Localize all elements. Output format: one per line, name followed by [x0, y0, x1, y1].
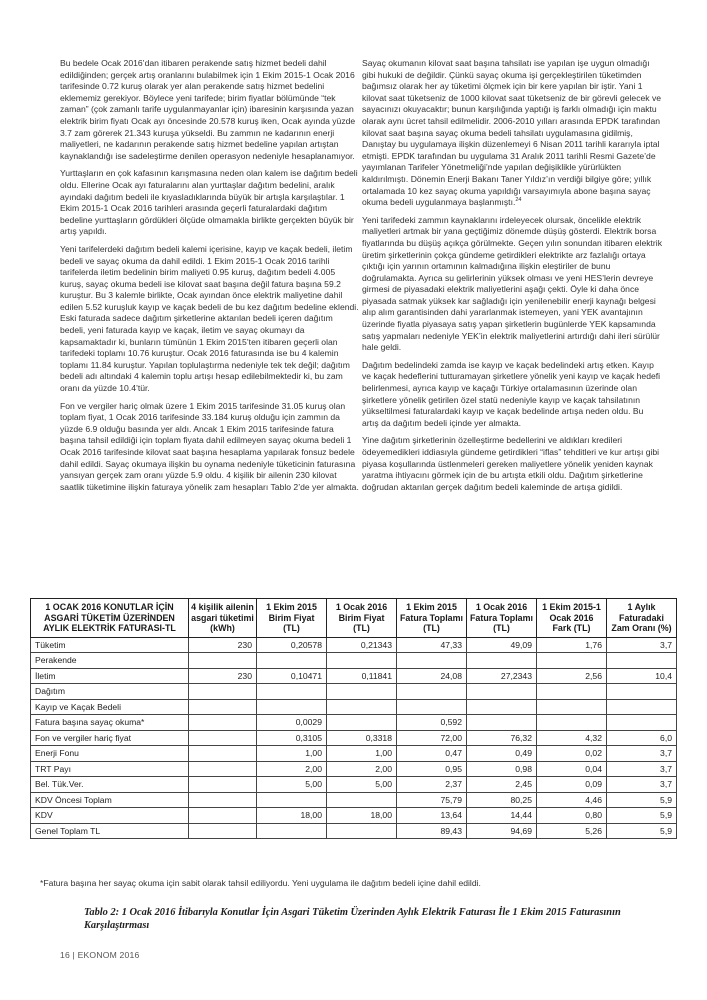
value-cell: 14,44 [467, 808, 537, 824]
table-row [31, 637, 677, 653]
value-cell: 3,7 [607, 777, 677, 793]
value-cell [607, 653, 677, 669]
paragraph: Fon ve vergiler hariç olmak üzere 1 Ekim 2015 tarifesinde 31.05 kuruş olan toplam fiyat, 1 Ocak 2016 tarifesinde 33.184 kuruş olduğu için zammın da yüzde 6.9 olduğu basında yer aldı. Ancak 1 Ekim 2015 tarifesinde fatura başına tahsil edildiği için toplam fiyata dahil edilmeyen sayaç okuma bedeli 1 Ocak 2016 tarifesinde kilovat saat başına hesaplama yapılarak fonsuz bedele dahil edildi. Sayaç okumaya ilişkin bu oynama nedeniyle tüketicinin faturasına yansıyan gerçek zam oranı yüzde 5.9 oldu. 4 kişilik bir ailenin 230 kilovat saatlik tüketimine ilişkin faturaya yönelik zam hesapları Tablo 2’de yer almakta. [60, 400, 359, 492]
value-cell: 80,25 [467, 792, 537, 808]
value-cell [467, 684, 537, 700]
value-cell [257, 684, 327, 700]
value-cell [189, 792, 257, 808]
table-footnote: *Fatura başına her sayaç okuma için sabit olarak tahsil ediliyordu. Yeni uygulama ile dağıtım bedeli içine dahil edildi. [40, 878, 481, 888]
table-title-header: 1 OCAK 2016 KONUTLAR İÇİN ASGARİ TÜKETİM ÜZERİNDEN AYLIK ELEKTRİK FATURASI-TL [31, 599, 189, 638]
paragraph: Yine dağıtım şirketlerinin özelleştirme bedellerini ve aldıkları kredileri ödeyemedikleri iddiasıyla gündeme getirdikleri “iflas” tehditleri ve kur artışı gibi piyasa koşullarında üstlenmeleri gereken maliyetlere yönelik yeniden kaynak yaratma ihtiyacını görmek için de bu artışta etkili oldu. Dağıtım şirketlerine doğrudan aktarılan gerçek dağıtım bedeli kaleminde de artışa gidildi. [362, 435, 660, 492]
value-cell: 4,32 [537, 730, 607, 746]
value-cell: 27,2343 [467, 668, 537, 684]
paragraph: Yeni tarifedeki zammın kaynaklarını irdeleyecek olursak, öncelikle elektrik maliyetleri artmak bir yana geçtiğimiz dönemde düşüş gösterdi. Elektrik borsa fiyatlarında bu düşüş açıkça görülmekte. Geçen yılın sonundan itibaren elektrik üretim şirketlerinin çokça gündeme getirdikleri elektrikte arz fazlalığı ortaya çıktığı için yarının ortamının kalmadığına ilişkin eleştiriler de bunu doğrulamakta. Ayrıca su gelirlerinin yüksek olması ve yeni HES’lerin devreye girmesi de piyasadaki elektrik maliyetlerini aşağı çekti. Öyle ki daha önce piyasada satmak yüksek kar sağladığı için yenilenebilir enerji kaynağı belgesi alıp alım garantisinden dahi yararlanmak istemeyen, yani YEK avantajının üzerinde fiyatla piyasaya satış yapan şirketlerin bugünlerde YEK kapsamında satış yapmaları nedeniyle YEK’in elektrik maliyetlerini artırdığı dahi ileri sürülür hale geldi. [362, 214, 662, 353]
value-cell: 0,592 [397, 715, 467, 731]
table-row [31, 746, 677, 762]
paragraph: Dağıtım bedelindeki zamda ise kayıp ve kaçak bedelindeki artış etken. Kayıp ve kaçak hedeflerini tutturamayan şirketlere yönelik yeni kayıp ve kaçak hedefi belirlenmesi, ayrıca kayıp ve kaçağı Türkiye ortalamasının üzerinde olan şirketlere yönelik getirilen özel statü nedeniyle kayıp ve kaçak tahsilatının yükseltilmesi faturalardaki kayıp ve kaçak bedelinde artışa neden oldu. Bu artış da dağıtım bedeli içinde yer almakta. [362, 359, 661, 428]
value-cell: 5,26 [537, 823, 607, 839]
value-cell [257, 823, 327, 839]
row-label-cell: Genel Toplam TL [31, 823, 189, 839]
value-cell: 2,56 [537, 668, 607, 684]
column-header: 1 Ocak 2016 Birim Fiyat (TL) [327, 599, 397, 638]
table-row [31, 699, 677, 715]
table-row [31, 730, 677, 746]
value-cell [467, 715, 537, 731]
value-cell [397, 684, 467, 700]
value-cell: 0,11841 [327, 668, 397, 684]
value-cell [189, 746, 257, 762]
value-cell: 0,47 [397, 746, 467, 762]
value-cell [607, 715, 677, 731]
table-header-row [31, 599, 677, 638]
value-cell: 5,00 [257, 777, 327, 793]
value-cell: 0,49 [467, 746, 537, 762]
value-cell: 89,43 [397, 823, 467, 839]
value-cell: 0,04 [537, 761, 607, 777]
row-label-cell: Kayıp ve Kaçak Bedeli [31, 699, 189, 715]
table-row [31, 792, 677, 808]
value-cell [189, 715, 257, 731]
value-cell: 5,9 [607, 792, 677, 808]
value-cell [467, 653, 537, 669]
row-label-cell: Dağıtım [31, 684, 189, 700]
paragraph-text: Sayaç okumanın kilovat saat başına tahsilatı ise yapılan işe uygun olmadığı gibi hukuki de değildir. Çünkü sayaç okuma işi gerçekleştirilen tüketimden bağımsız olarak her ay tüketimi ölçmek için bir kere yapılan bir iştir. Yani 1 kilovat saat tüketseniz de 1000 kilovat saat tüketseniz de bir görevli gelecek ve sayacınızı okuyacaktır; bunun karşılığında yaptığı iş farklı olmadığı için maktu olarak aynı ücret tahsil edilmelidir. 2006-2010 yılları arasında EPDK tarafından kilovat saat başına sayaç okuma bedeli tahsilatı uygulamasına gidilmiş, Danıştay bu uygulamaya ilişkin düzenlemeyi 6 Nisan 2011 tarihli kararıyla iptal etmişti. EPDK tarafından bu uygulama 31 Aralık 2011 tarihli Resmi Gazete’de yayımlanan Tarifeler Yönetmeliği’nde yapılan değişiklikle yürürlükten kaldırılmıştı. Dönemin Enerji Bakanı Taner Yıldız’ın verdiği bilgiye göre; yıllık ortalamada 10 kez sayaç okuma yapıldığı varsayımıyla abone başına sayaç okuma bedeli uygulanmaya başlanmıştı. [362, 58, 662, 208]
table-row [31, 761, 677, 777]
value-cell: 5,9 [607, 808, 677, 824]
value-cell: 1,00 [257, 746, 327, 762]
value-cell [189, 777, 257, 793]
row-label-cell: Bel. Tük.Ver. [31, 777, 189, 793]
value-cell: 18,00 [327, 808, 397, 824]
value-cell: 5,00 [327, 777, 397, 793]
value-cell: 13,64 [397, 808, 467, 824]
value-cell [327, 715, 397, 731]
value-cell: 2,45 [467, 777, 537, 793]
value-cell: 0,0029 [257, 715, 327, 731]
value-cell [189, 823, 257, 839]
value-cell: 3,7 [607, 637, 677, 653]
paragraph: Bu bedele Ocak 2016’dan itibaren perakende satış hizmet bedeli dahil edildiğinden; gerçek artış oranlarını bulabilmek için 1 Ekim 2015-1 Ocak 2016 tarifesinde 0.72 kuruş olarak yer alan perakende satış hizmet bedelini eklememiz gerekiyor. Böylece yeni tarifede; birim fiyatlar bölümünde “tek zaman” (çok zamanlı tarife uygulanmayanlar için) ibaresinin karşısında yazan elektrik birim fiyatı Ocak ayı öncesinde 20.578 kuruş iken, Ocak ayında yüzde 3.7 zam görerek 21.343 kuruşa yükseldi. Bu zammın ne kadarının enerji maliyetleri, ne kadarının perakende satış hizmet bedeline yapılan artıştan kaynaklandığı ise sadeleştirme denilen operasyon nedeniyle hesaplanamıyor. [60, 58, 356, 161]
value-cell [397, 653, 467, 669]
table-row [31, 823, 677, 839]
value-cell: 0,10471 [257, 668, 327, 684]
value-cell: 2,00 [327, 761, 397, 777]
value-cell [467, 699, 537, 715]
value-cell: 0,95 [397, 761, 467, 777]
value-cell [327, 823, 397, 839]
right-text-column [362, 58, 662, 499]
table-row [31, 777, 677, 793]
row-label-cell: KDV [31, 808, 189, 824]
value-cell [327, 684, 397, 700]
value-cell: 0,21343 [327, 637, 397, 653]
row-label-cell: Fon ve vergiler hariç fiyat [31, 730, 189, 746]
value-cell: 94,69 [467, 823, 537, 839]
tariff-comparison-table [30, 598, 677, 839]
value-cell: 24,08 [397, 668, 467, 684]
value-cell [189, 653, 257, 669]
value-cell [537, 653, 607, 669]
value-cell [189, 761, 257, 777]
row-label-cell: TRT Payı [31, 761, 189, 777]
value-cell: 2,37 [397, 777, 467, 793]
value-cell [607, 699, 677, 715]
value-cell: 0,80 [537, 808, 607, 824]
value-cell: 0,98 [467, 761, 537, 777]
paragraph: Yurttaşların en çok kafasının karışmasına neden olan kalem ise dağıtım bedeli oldu. Ellerine Ocak ayı faturalarını alan yurttaşlar dağıtım bedelini, aralık ayındaki dağıtım bedeli ile kıyasladıklarında büyük bir artışla karşılaştılar. 1 Ekim 2015-1 Ocak 2016 tarihleri arasında geçerli faturalardaki dağıtım bedeline yurttaşların gördükleri ölçüde olmamakla birlikte gerçekten büyük bir artış yapıldı. [60, 168, 358, 237]
page-footer: 16 | EKONOM 2016 [60, 950, 140, 960]
value-cell [257, 792, 327, 808]
footnote-ref: 24 [515, 197, 522, 204]
table-row [31, 715, 677, 731]
value-cell: 5,9 [607, 823, 677, 839]
value-cell: 75,79 [397, 792, 467, 808]
value-cell [607, 684, 677, 700]
table-row [31, 668, 677, 684]
value-cell: 10,4 [607, 668, 677, 684]
value-cell [327, 792, 397, 808]
row-label-cell: Tüketim [31, 637, 189, 653]
value-cell [397, 699, 467, 715]
left-text-column [60, 58, 360, 499]
value-cell: 72,00 [397, 730, 467, 746]
value-cell [257, 699, 327, 715]
value-cell: 18,00 [257, 808, 327, 824]
value-cell: 0,09 [537, 777, 607, 793]
column-header: 1 Ocak 2016 Fatura Toplamı (TL) [467, 599, 537, 638]
value-cell: 4,46 [537, 792, 607, 808]
table-caption: Tablo 2: 1 Ocak 2016 İtibarıyla Konutlar İçin Asgari Tüketim Üzerinden Aylık Elektrik Faturası İle 1 Ekim 2015 Faturasının Karşılaştırması [84, 907, 621, 931]
value-cell: 76,32 [467, 730, 537, 746]
column-header: 1 Aylık Faturadaki Zam Oranı (%) [607, 599, 677, 638]
value-cell: 2,00 [257, 761, 327, 777]
value-cell: 49,09 [467, 637, 537, 653]
value-cell: 6,0 [607, 730, 677, 746]
value-cell [189, 699, 257, 715]
value-cell [327, 699, 397, 715]
value-cell: 230 [189, 668, 257, 684]
row-label-cell: Perakende [31, 653, 189, 669]
value-cell: 47,33 [397, 637, 467, 653]
paragraph: Yeni tarifelerdeki dağıtım bedeli kalemi içerisine, kayıp ve kaçak bedeli, iletim bedeli ve sayaç okuma da dahil edildi. 1 Ekim 2015-1 Ocak 2016 tarihli tarifelerda iletim bedelinin birim maliyeti 0.95 kuruş, dağıtım bedeli 4.005 kuruş, sayaç okuma bedeli ise kilovat saat başına değil fatura başına 59.2 kuruştur. Bu 3 kalemle birlikte, Ocak ayından önce elektrik maliyetine dahil edilen 5.52 kuruşluk kayıp ve kaçak bedeli de bu kez dağıtım bedeline eklendi. Eski faturada sadece dağıtım şirketlerine aktarılan bedeli içeren dağıtım bedeli, yeni faturada kayıp ve kaçak, iletim ve sayaç okumayı da kapsamaktadır ki, bunların tümünün 1 Ekim 2015’ten itibaren geçerli olan tarifedeki toplamı 10.76 kuruştur. Ocak 2016 faturasında ise bu 4 kalemin toplamı 11.84 kuruştur. Yapılan toplulaştırma nedeniyle tek tek değil; dağıtım bedeli adı altındaki 4 kalemin toplu artışı hesap edilebilmektedir ki, bu zam oranı da yüzde 10.4’tür. [60, 243, 359, 394]
value-cell: 3,7 [607, 761, 677, 777]
value-cell [189, 730, 257, 746]
table-row [31, 808, 677, 824]
value-cell: 0,3105 [257, 730, 327, 746]
value-cell: 0,20578 [257, 637, 327, 653]
value-cell: 1,00 [327, 746, 397, 762]
column-header: 1 Ekim 2015-1 Ocak 2016 Fark (TL) [537, 599, 607, 638]
table-body [31, 637, 677, 839]
table-row [31, 684, 677, 700]
row-label-cell: Enerji Fonu [31, 746, 189, 762]
tariff-comparison-table-wrapper [30, 598, 676, 839]
value-cell [189, 684, 257, 700]
value-cell: 3,7 [607, 746, 677, 762]
column-header: 1 Ekim 2015 Fatura Toplamı (TL) [397, 599, 467, 638]
row-label-cell: İletim [31, 668, 189, 684]
value-cell: 0,02 [537, 746, 607, 762]
value-cell [327, 653, 397, 669]
row-label-cell: Fatura başına sayaç okuma* [31, 715, 189, 731]
value-cell [537, 684, 607, 700]
paragraph [362, 58, 662, 209]
row-label-cell: KDV Öncesi Toplam [31, 792, 189, 808]
value-cell: 0,3318 [327, 730, 397, 746]
column-header: 1 Ekim 2015 Birim Fiyat (TL) [257, 599, 327, 638]
value-cell: 1,76 [537, 637, 607, 653]
table-row [31, 653, 677, 669]
value-cell [537, 699, 607, 715]
value-cell [257, 653, 327, 669]
value-cell [189, 808, 257, 824]
value-cell: 230 [189, 637, 257, 653]
column-header: 4 kişilik ailenin asgari tüketimi (kWh) [189, 599, 257, 638]
value-cell [537, 715, 607, 731]
